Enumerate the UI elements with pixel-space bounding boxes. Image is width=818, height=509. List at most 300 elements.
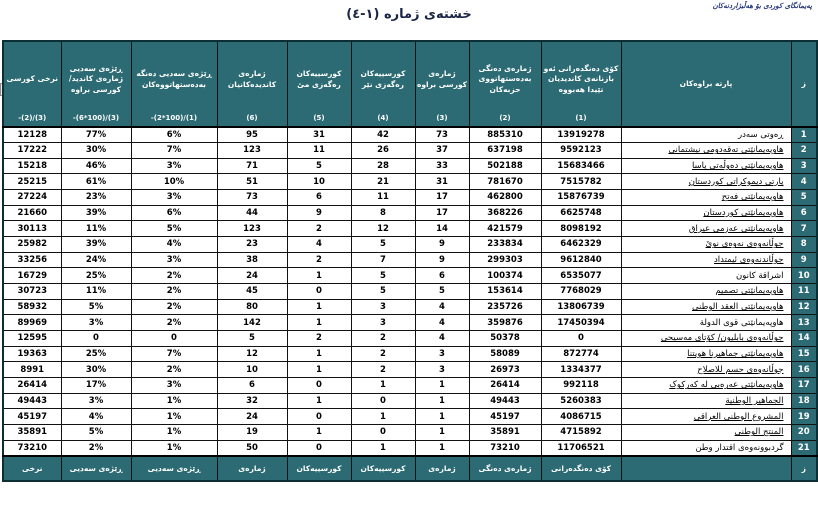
cell-seats: 37 xyxy=(415,143,469,159)
column-header-seat_cost xyxy=(3,41,61,127)
table-row xyxy=(3,237,817,253)
table-row xyxy=(3,409,817,425)
cell-male: 1 xyxy=(351,409,415,425)
table-row xyxy=(3,362,817,378)
cell-votes: 35891 xyxy=(469,424,541,440)
cell-votes: 637198 xyxy=(469,143,541,159)
cell-vote_pct: 4% xyxy=(131,237,217,253)
table-row xyxy=(3,346,817,362)
footer-party xyxy=(621,456,791,481)
row-number-cell: 1 xyxy=(791,127,817,143)
cell-seat_cost: 26414 xyxy=(3,378,61,394)
row-number-cell: 18 xyxy=(791,393,817,409)
cell-candidates: 50 xyxy=(217,440,287,456)
cell-vote_pct: 2% xyxy=(131,299,217,315)
table-row xyxy=(3,378,817,394)
cell-vote_pct: 3% xyxy=(131,378,217,394)
cell-votes: 100374 xyxy=(469,268,541,284)
cell-vote_pct: 2% xyxy=(131,268,217,284)
footer-votes: ژمارەی دەنگی xyxy=(469,456,541,481)
cell-seat_cost: 30113 xyxy=(3,221,61,237)
cell-voters: 6462329 xyxy=(541,237,621,253)
footer-voters: کۆی دەنگدەرانی xyxy=(541,456,621,481)
cell-voters: 872774 xyxy=(541,346,621,362)
cell-candidates: 38 xyxy=(217,252,287,268)
cell-voters: 7768029 xyxy=(541,284,621,300)
table-row xyxy=(3,424,817,440)
column-header-cand_pct xyxy=(61,41,131,127)
cell-vote_pct: 2% xyxy=(131,315,217,331)
cell-male: 5 xyxy=(351,284,415,300)
page-title-number: (١-٤) xyxy=(346,7,380,22)
party-cell xyxy=(621,440,791,456)
party-cell xyxy=(621,237,791,253)
cell-seats: 1 xyxy=(415,393,469,409)
table-row xyxy=(3,205,817,221)
cell-cand_pct: 77% xyxy=(61,127,131,143)
cell-voters: 5260383 xyxy=(541,393,621,409)
cell-female: 1 xyxy=(287,299,351,315)
table-row xyxy=(3,174,817,190)
column-header-label: کۆی دەنگدەرانی ئەو بازنانەی کاندیدیان تێیدا هەبووە xyxy=(543,63,619,94)
party-name-link[interactable]: جوڵاندنەوەی ئیمتداد xyxy=(713,255,784,266)
table-row xyxy=(3,190,817,206)
cell-seats: 1 xyxy=(415,409,469,425)
party-name: گردبوونەوەی اقتدار وطن xyxy=(695,442,784,453)
column-header-seats xyxy=(415,41,469,127)
cell-voters: 9612840 xyxy=(541,252,621,268)
cell-cand_pct: 5% xyxy=(61,424,131,440)
cell-cand_pct: 46% xyxy=(61,158,131,174)
party-name-link[interactable]: هاوپەیمانێتی عەزمی عیراق xyxy=(688,223,784,234)
cell-cand_pct: 11% xyxy=(61,284,131,300)
cell-seats: 9 xyxy=(415,237,469,253)
column-header-formula: -(2)/(3) xyxy=(18,114,47,122)
cell-female: 5 xyxy=(287,158,351,174)
footer-seat_cost: نرخی xyxy=(3,456,61,481)
column-header-label: ژمارەی کورسی براوە xyxy=(416,69,468,89)
column-header-label: ژمارەی دەنگی بەدەستهاتووی حزبەکان xyxy=(478,63,532,94)
cell-seats: 6 xyxy=(415,268,469,284)
cell-votes: 359876 xyxy=(469,315,541,331)
cell-female: 1 xyxy=(287,393,351,409)
party-cell xyxy=(621,268,791,284)
row-number-cell: 14 xyxy=(791,331,817,347)
cell-votes: 50378 xyxy=(469,331,541,347)
column-header-female xyxy=(287,41,351,127)
cell-candidates: 71 xyxy=(217,158,287,174)
cell-cand_pct: 39% xyxy=(61,205,131,221)
cell-male: 1 xyxy=(351,440,415,456)
footer-candidates: ژمارەی xyxy=(217,456,287,481)
cell-vote_pct: 2% xyxy=(131,284,217,300)
cell-male: 2 xyxy=(351,331,415,347)
cell-male: 0 xyxy=(351,393,415,409)
cell-votes: 885310 xyxy=(469,127,541,143)
row-number-cell: 7 xyxy=(791,221,817,237)
table-row xyxy=(3,440,817,456)
cell-cand_pct: 61% xyxy=(61,174,131,190)
party-cell xyxy=(621,205,791,221)
cell-cand_pct: 24% xyxy=(61,252,131,268)
cell-votes: 462800 xyxy=(469,190,541,206)
cell-female: 0 xyxy=(287,409,351,425)
row-number-cell: 9 xyxy=(791,252,817,268)
column-header-vote_pct xyxy=(131,41,217,127)
page-title xyxy=(0,7,818,22)
party-name-link[interactable]: جوڵانەوەی نەوەی نوێ xyxy=(705,239,784,250)
table-row xyxy=(3,252,817,268)
cell-seats: 4 xyxy=(415,315,469,331)
footer-male: کورسییەکان xyxy=(351,456,415,481)
cell-voters: 9592123 xyxy=(541,143,621,159)
party-name-link[interactable]: پارتی دیموکراتی کوردستان xyxy=(688,176,784,187)
election-results-table xyxy=(2,40,818,482)
cell-male: 8 xyxy=(351,205,415,221)
cell-cand_pct: 25% xyxy=(61,268,131,284)
row-number-cell: 2 xyxy=(791,143,817,159)
cell-seats: 4 xyxy=(415,331,469,347)
cell-female: 9 xyxy=(287,205,351,221)
cell-voters: 6625748 xyxy=(541,205,621,221)
party-name-link[interactable]: جوڵانەوەی حسم للاصلاح xyxy=(697,364,784,375)
row-number-cell: 3 xyxy=(791,158,817,174)
cell-seat_cost: 35891 xyxy=(3,424,61,440)
party-cell xyxy=(621,190,791,206)
party-name-link[interactable]: هاوپەیمانێتی العقد الوطنی xyxy=(691,302,784,313)
party-cell xyxy=(621,299,791,315)
cell-votes: 368226 xyxy=(469,205,541,221)
table-row xyxy=(3,331,817,347)
column-header-no xyxy=(791,41,817,127)
cell-female: 10 xyxy=(287,174,351,190)
party-cell xyxy=(621,378,791,394)
cell-seat_cost: 21660 xyxy=(3,205,61,221)
column-header-formula: (5) xyxy=(313,114,325,122)
row-number-cell: 21 xyxy=(791,440,817,456)
cell-male: 12 xyxy=(351,221,415,237)
party-cell xyxy=(621,393,791,409)
cell-voters: 1334377 xyxy=(541,362,621,378)
footer-row xyxy=(3,456,817,481)
cell-voters: 4715892 xyxy=(541,424,621,440)
cell-female: 0 xyxy=(287,284,351,300)
cell-votes: 73210 xyxy=(469,440,541,456)
party-cell xyxy=(621,221,791,237)
column-header-label: کورسییەکان رەگەزی نێر xyxy=(360,69,406,89)
cell-votes: 153614 xyxy=(469,284,541,300)
cell-voters: 6535077 xyxy=(541,268,621,284)
table-row xyxy=(3,284,817,300)
cell-seats: 1 xyxy=(415,440,469,456)
column-header-label: نرخی کورسی xyxy=(6,74,58,84)
cell-seats: 17 xyxy=(415,205,469,221)
cell-cand_pct: 30% xyxy=(61,143,131,159)
cell-vote_pct: 10% xyxy=(131,174,217,190)
party-name-link[interactable]: المشروع الوطنی العراقی xyxy=(693,411,784,422)
cell-candidates: 123 xyxy=(217,221,287,237)
column-header-formula: (6) xyxy=(246,114,258,122)
party-name: هاوپەیمانێتی قوی الدولة xyxy=(699,317,784,328)
cell-cand_pct: 30% xyxy=(61,362,131,378)
column-header-male xyxy=(351,41,415,127)
party-name-link[interactable]: هاوپەیمانێتی عەرەبی لە کەرکوک xyxy=(669,380,784,391)
cell-voters: 992118 xyxy=(541,378,621,394)
cell-seats: 14 xyxy=(415,221,469,237)
cell-candidates: 95 xyxy=(217,127,287,143)
table-row xyxy=(3,127,817,143)
row-number-cell: 11 xyxy=(791,284,817,300)
cell-seats: 3 xyxy=(415,362,469,378)
cell-male: 28 xyxy=(351,158,415,174)
row-number-cell: 19 xyxy=(791,409,817,425)
cell-vote_pct: 7% xyxy=(131,143,217,159)
cell-male: 21 xyxy=(351,174,415,190)
party-cell xyxy=(621,174,791,190)
cell-voters: 8098192 xyxy=(541,221,621,237)
cell-female: 2 xyxy=(287,252,351,268)
cell-female: 0 xyxy=(287,440,351,456)
footer-seats: ژمارەی xyxy=(415,456,469,481)
cell-seat_cost: 58932 xyxy=(3,299,61,315)
cell-seat_cost: 15218 xyxy=(3,158,61,174)
cell-voters: 0 xyxy=(541,331,621,347)
footer-cand_pct: ڕێژەی سەدیی xyxy=(61,456,131,481)
cell-seats: 31 xyxy=(415,174,469,190)
column-header-label: ژمارەی کاندیدەکانیان xyxy=(227,69,277,89)
party-cell xyxy=(621,158,791,174)
cell-female: 1 xyxy=(287,424,351,440)
party-name-link[interactable]: هاوپەیمانێتی تصمیم xyxy=(715,286,784,297)
party-cell xyxy=(621,252,791,268)
cell-male: 5 xyxy=(351,268,415,284)
cell-cand_pct: 3% xyxy=(61,315,131,331)
cell-voters: 11706521 xyxy=(541,440,621,456)
cell-candidates: 12 xyxy=(217,346,287,362)
column-header-candidates xyxy=(217,41,287,127)
cell-cand_pct: 39% xyxy=(61,237,131,253)
cell-male: 5 xyxy=(351,237,415,253)
cell-seats: 3 xyxy=(415,346,469,362)
cell-vote_pct: 6% xyxy=(131,205,217,221)
row-number-cell: 15 xyxy=(791,346,817,362)
cell-female: 4 xyxy=(287,237,351,253)
cell-votes: 502188 xyxy=(469,158,541,174)
party-name-link[interactable]: هاوپەیمانێتی کوردستان xyxy=(703,208,784,219)
cell-cand_pct: 5% xyxy=(61,299,131,315)
cell-vote_pct: 6% xyxy=(131,127,217,143)
cell-seat_cost: 12595 xyxy=(3,331,61,347)
cell-male: 7 xyxy=(351,252,415,268)
row-number-cell: 6 xyxy=(791,205,817,221)
cell-candidates: 6 xyxy=(217,378,287,394)
table-row xyxy=(3,393,817,409)
cell-male: 3 xyxy=(351,299,415,315)
cell-candidates: 10 xyxy=(217,362,287,378)
table-row xyxy=(3,268,817,284)
column-header-party xyxy=(621,41,791,127)
cell-male: 11 xyxy=(351,190,415,206)
column-header-voters xyxy=(541,41,621,127)
cell-male: 42 xyxy=(351,127,415,143)
cell-cand_pct: 3% xyxy=(61,393,131,409)
cell-candidates: 5 xyxy=(217,331,287,347)
cell-vote_pct: 2% xyxy=(131,362,217,378)
cell-seat_cost: 33256 xyxy=(3,252,61,268)
table-row xyxy=(3,315,817,331)
row-number-cell: 17 xyxy=(791,378,817,394)
party-cell xyxy=(621,346,791,362)
cell-candidates: 19 xyxy=(217,424,287,440)
cell-seat_cost: 17222 xyxy=(3,143,61,159)
cell-votes: 58089 xyxy=(469,346,541,362)
cell-candidates: 45 xyxy=(217,284,287,300)
cell-seat_cost: 16729 xyxy=(3,268,61,284)
cell-voters: 15683466 xyxy=(541,158,621,174)
cell-male: 1 xyxy=(351,378,415,394)
cell-female: 2 xyxy=(287,221,351,237)
party-cell xyxy=(621,409,791,425)
party-cell xyxy=(621,127,791,143)
cell-female: 6 xyxy=(287,190,351,206)
party-cell xyxy=(621,424,791,440)
cell-votes: 49443 xyxy=(469,393,541,409)
party-cell xyxy=(621,331,791,347)
footer-female: کورسییەکان xyxy=(287,456,351,481)
cell-seats: 17 xyxy=(415,190,469,206)
row-number-cell: 16 xyxy=(791,362,817,378)
cell-vote_pct: 3% xyxy=(131,158,217,174)
table-row xyxy=(3,221,817,237)
row-number-cell: 12 xyxy=(791,299,817,315)
footer-no: ز xyxy=(791,456,817,481)
cell-seat_cost: 19363 xyxy=(3,346,61,362)
column-header-label: ڕێژەی سەدیی دەنگە بەدەستهاتووەکان xyxy=(136,69,212,89)
cell-votes: 233834 xyxy=(469,237,541,253)
cell-votes: 26414 xyxy=(469,378,541,394)
party-name-link[interactable]: هاوپەیمانێتی جماهیرنا هویتنا xyxy=(687,349,784,360)
column-header-label: ز xyxy=(801,78,806,88)
cell-seat_cost: 49443 xyxy=(3,393,61,409)
page-title-text: خشتەی ژمارە xyxy=(383,7,472,22)
cell-vote_pct: 1% xyxy=(131,440,217,456)
party-name-link[interactable]: المنتج الوطنی xyxy=(734,427,784,438)
column-header-formula: (2) xyxy=(499,114,511,122)
row-number-cell: 5 xyxy=(791,190,817,206)
cell-voters: 13806739 xyxy=(541,299,621,315)
party-name-link[interactable]: جوڵانەوەی بابلیون/ کۆتای مەسیحی xyxy=(660,333,784,344)
row-number-cell: 8 xyxy=(791,237,817,253)
cell-vote_pct: 5% xyxy=(131,221,217,237)
party-name: ڕەوتی سەدر xyxy=(738,130,784,141)
party-name-link[interactable]: هاوپەیمانێتی فەتح xyxy=(721,192,784,203)
cell-female: 1 xyxy=(287,315,351,331)
row-number-cell: 13 xyxy=(791,315,817,331)
cell-candidates: 44 xyxy=(217,205,287,221)
column-header-formula: -(6*100)/(3) xyxy=(72,114,120,122)
party-name-link[interactable]: هاوپەیمانێتی دەوڵەتی یاسا xyxy=(691,161,784,172)
cell-votes: 781670 xyxy=(469,174,541,190)
party-cell xyxy=(621,315,791,331)
cell-seats: 5 xyxy=(415,284,469,300)
column-header-votes xyxy=(469,41,541,127)
party-name-link[interactable]: هاوپەیمانێتی تەقەدومی نیشتمانی xyxy=(668,145,784,156)
row-number-cell: 10 xyxy=(791,268,817,284)
cell-seats: 1 xyxy=(415,378,469,394)
cell-seats: 1 xyxy=(415,424,469,440)
cell-vote_pct: 1% xyxy=(131,409,217,425)
cell-votes: 299303 xyxy=(469,252,541,268)
cell-candidates: 80 xyxy=(217,299,287,315)
cell-candidates: 142 xyxy=(217,315,287,331)
cell-female: 1 xyxy=(287,362,351,378)
cell-voters: 4086715 xyxy=(541,409,621,425)
cell-female: 1 xyxy=(287,268,351,284)
cell-seat_cost: 45197 xyxy=(3,409,61,425)
cell-female: 31 xyxy=(287,127,351,143)
cell-candidates: 24 xyxy=(217,409,287,425)
cell-female: 0 xyxy=(287,378,351,394)
party-name-link[interactable]: الجماهیر الوطنیة xyxy=(725,395,784,406)
cell-male: 2 xyxy=(351,346,415,362)
table-row xyxy=(3,158,817,174)
cell-seat_cost: 30723 xyxy=(3,284,61,300)
cell-cand_pct: 11% xyxy=(61,221,131,237)
cell-vote_pct: 1% xyxy=(131,424,217,440)
cell-seats: 33 xyxy=(415,158,469,174)
cell-seat_cost: 12128 xyxy=(3,127,61,143)
cell-candidates: 32 xyxy=(217,393,287,409)
party-name: اشراقة كانون xyxy=(736,270,784,281)
cell-seats: 4 xyxy=(415,299,469,315)
column-header-formula: (3) xyxy=(436,114,448,122)
cell-voters: 13919278 xyxy=(541,127,621,143)
cell-cand_pct: 2% xyxy=(61,440,131,456)
cell-female: 11 xyxy=(287,143,351,159)
cell-male: 2 xyxy=(351,362,415,378)
cell-votes: 26973 xyxy=(469,362,541,378)
cell-seat_cost: 89969 xyxy=(3,315,61,331)
cell-cand_pct: 23% xyxy=(61,190,131,206)
table-row xyxy=(3,143,817,159)
cell-seat_cost: 8991 xyxy=(3,362,61,378)
cell-vote_pct: 1% xyxy=(131,393,217,409)
footer-vote_pct: ڕێژەی سەدیی xyxy=(131,456,217,481)
column-header-formula: (4) xyxy=(377,114,389,122)
institute-logo-text: پەیمانگای کوردی بۆ هەڵبژاردنەکان xyxy=(712,2,812,10)
cell-vote_pct: 3% xyxy=(131,190,217,206)
cell-votes: 235726 xyxy=(469,299,541,315)
cell-candidates: 73 xyxy=(217,190,287,206)
cell-votes: 421579 xyxy=(469,221,541,237)
cell-seat_cost: 27224 xyxy=(3,190,61,206)
cell-cand_pct: 17% xyxy=(61,378,131,394)
cell-cand_pct: 0 xyxy=(61,331,131,347)
row-number-cell: 20 xyxy=(791,424,817,440)
cell-voters: 15876739 xyxy=(541,190,621,206)
cell-candidates: 123 xyxy=(217,143,287,159)
cell-seat_cost: 25982 xyxy=(3,237,61,253)
cell-male: 0 xyxy=(351,424,415,440)
table-row xyxy=(3,299,817,315)
cell-vote_pct: 7% xyxy=(131,346,217,362)
party-cell xyxy=(621,143,791,159)
party-cell xyxy=(621,362,791,378)
cell-voters: 17450394 xyxy=(541,315,621,331)
cell-male: 26 xyxy=(351,143,415,159)
row-number-cell: 4 xyxy=(791,174,817,190)
column-header-label: پارتە براوەکان xyxy=(679,78,733,88)
